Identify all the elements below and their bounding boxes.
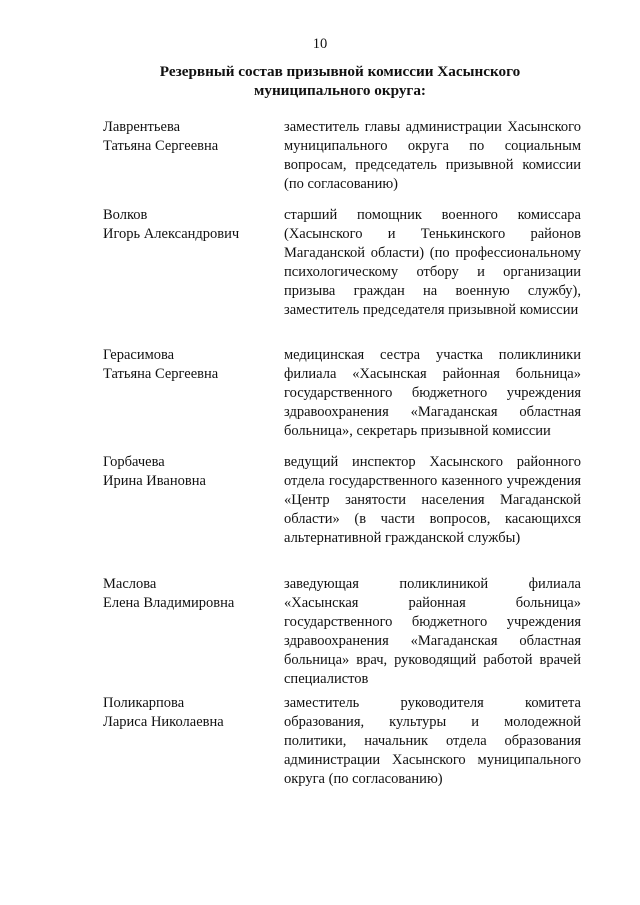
member-given-name: Игорь Александрович (103, 226, 240, 242)
member-given-name: Татьяна Сергеевна (103, 366, 219, 382)
member-surname: Герасимова (103, 347, 175, 363)
member-role: старший помощник военного комиссара (Хасынского и Тенькинского районов Магаданской области) (по профессиональному психологическому отбору и организации призыва граждан на военную службу), заместитель председателя призывной комиссии (284, 207, 581, 318)
document-title (140, 62, 540, 100)
title-line-2: муниципального округа: (254, 82, 426, 99)
member-given-name: Елена Владимировна (103, 595, 235, 611)
member-role: ведущий инспектор Хасынского районного отдела государственного казенного учреждения «Центр занятости населения Магаданской области» (в части вопросов, касающихся альтернативной гражданской службы) (284, 454, 581, 546)
member-role: заместитель главы администрации Хасынского муниципального округа по социальным вопросам, председатель призывной комиссии (по согласованию) (284, 119, 581, 192)
member-surname: Волков (103, 207, 148, 223)
member-role: заместитель руководителя комитета образования, культуры и молодежной политики, начальник отдела образования администрации Хасынского муниципального округа (по согласованию) (284, 695, 581, 787)
title-line-1: Резервный состав призывной комиссии Хасынского (159, 63, 521, 80)
member-name (103, 206, 278, 244)
member-name (103, 118, 278, 156)
member-surname: Маслова (103, 576, 157, 592)
member-role: заведующая поликлиникой филиала «Хасынская районная больница» государственного бюджетного учреждения здравоохранения «Магаданская областная больница» врач, руководящий работой врачей специалистов (284, 576, 581, 687)
member-role: медицинская сестра участка поликлиники филиала «Хасынская районная больница» государственного бюджетного учреждения здравоохранения «Магаданская областная больница», секретарь призывной комиссии (284, 347, 581, 439)
member-given-name: Ирина Ивановна (103, 473, 206, 489)
member-name (103, 346, 278, 384)
member-given-name: Лариса Николаевна (103, 714, 224, 730)
member-name (103, 575, 278, 613)
member-name (103, 453, 278, 491)
member-surname: Горбачева (103, 454, 165, 470)
member-surname: Поликарпова (103, 695, 185, 711)
member-surname: Лаврентьева (103, 119, 181, 135)
member-given-name: Татьяна Сергеевна (103, 138, 219, 154)
member-name (103, 694, 278, 732)
page-number: 10 (312, 36, 328, 52)
